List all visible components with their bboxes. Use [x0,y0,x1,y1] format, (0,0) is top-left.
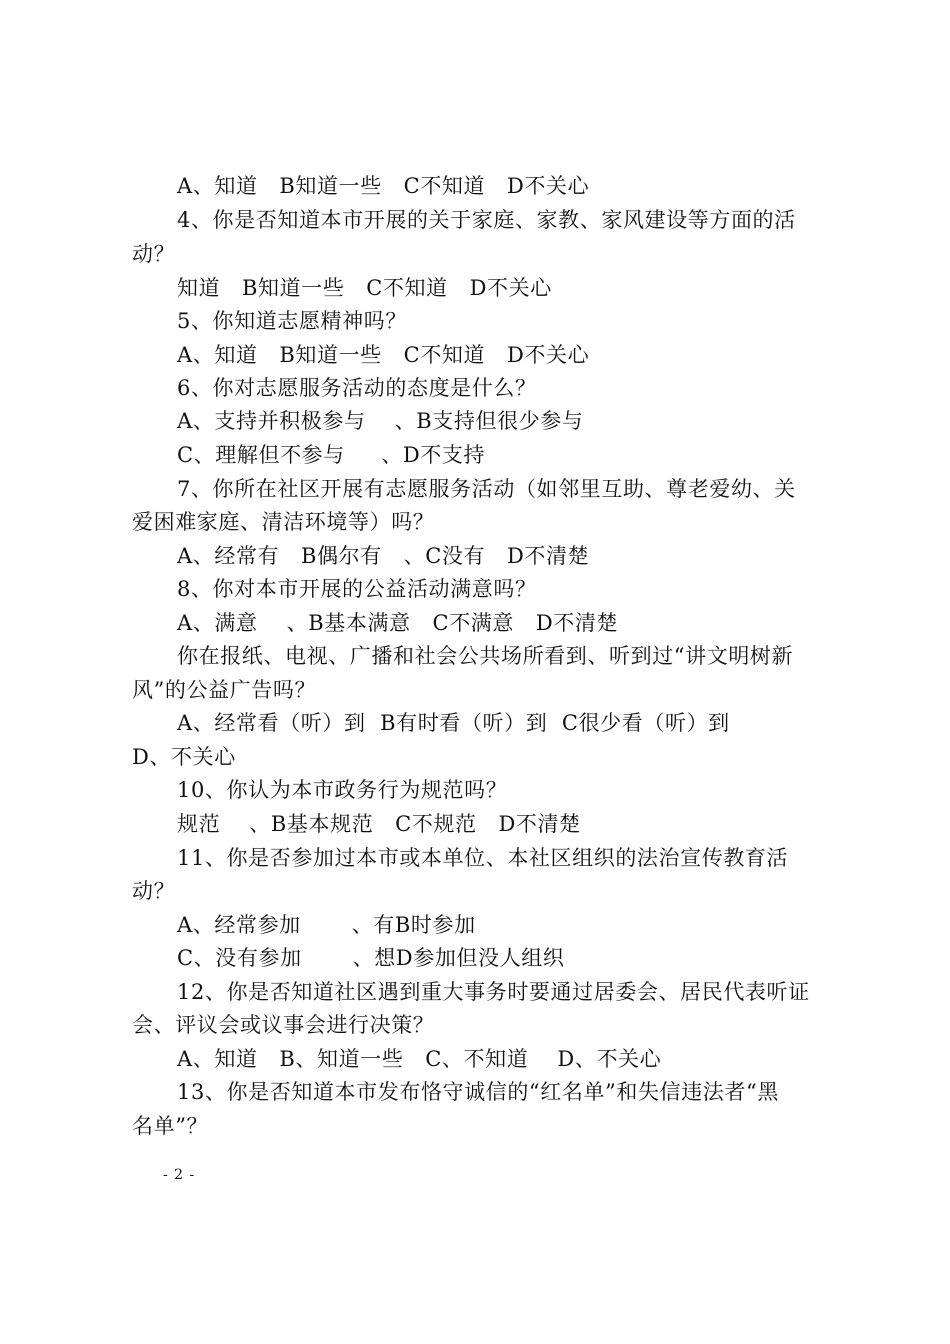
text-line-14: A、满意 、B基本满意 C不满意 D不清楚 [177,611,619,635]
text-line-18: D、不关心 [132,745,236,769]
text-line-6: A、知道 B知道一些 C不知道 D不关心 [177,343,590,367]
text-line-1: A、知道 B知道一些 C不知道 D不关心 [177,174,590,198]
text-line-27: A、知道 B、知道一些 C、不知道 D、不关心 [177,1047,662,1071]
text-line-15: 你在报纸、电视、广播和社会公共场所看到、听到过“讲文明树新 [177,644,794,668]
text-line-8: A、支持并积极参与 、B支持但很少参与 [177,409,584,433]
text-line-21: 11、你是否参加过本市或本单位、本社区组织的法治宣传教育活 [177,846,789,870]
text-line-16: 风”的公益广告吗？ [132,678,317,702]
text-line-23: A、经常参加 、有B时参加 [177,913,476,937]
text-line-26: 会、评议会或议事会进行决策？ [132,1013,435,1037]
text-line-13: 8、你对本市开展的公益活动满意吗？ [177,577,537,601]
text-line-4: 知道 B知道一些 C不知道 D不关心 [177,276,552,300]
page-number: - 2 - [163,1167,196,1183]
text-line-20: 规范 、B基本规范 C不规范 D不清楚 [177,812,581,836]
text-line-3: 动？ [132,242,176,266]
text-line-11: 爱困难家庭、清洁环境等）吗？ [132,510,435,534]
text-line-9: C、理解但不参与 、D不支持 [177,443,486,467]
text-line-10: 7、你所在社区开展有志愿服务活动（如邻里互助、尊老爱幼、关 [177,477,796,501]
text-line-22: 动？ [132,879,176,903]
text-line-12: A、经常有 B偶尔有 、C没有 D不清楚 [177,544,590,568]
text-line-17: A、经常看（听）到 B有时看（听）到 C很少看（听）到 [177,711,730,735]
text-line-5: 5、你知道志愿精神吗？ [177,309,407,333]
text-line-19: 10、你认为本市政务行为规范吗？ [177,778,508,802]
text-line-24: C、没有参加 、想D参加但没人组织 [177,946,565,970]
text-line-2: 4、你是否知道本市开展的关于家庭、家教、家风建设等方面的活 [177,208,796,232]
text-line-25: 12、你是否知道社区遇到重大事务时要通过居委会、居民代表听证 [177,980,810,1004]
text-line-28: 13、你是否知道本市发布恪守诚信的“红名单”和失信违法者“黑 [177,1080,779,1104]
text-line-7: 6、你对志愿服务活动的态度是什么？ [177,376,537,400]
text-line-29: 名单”？ [132,1114,209,1138]
